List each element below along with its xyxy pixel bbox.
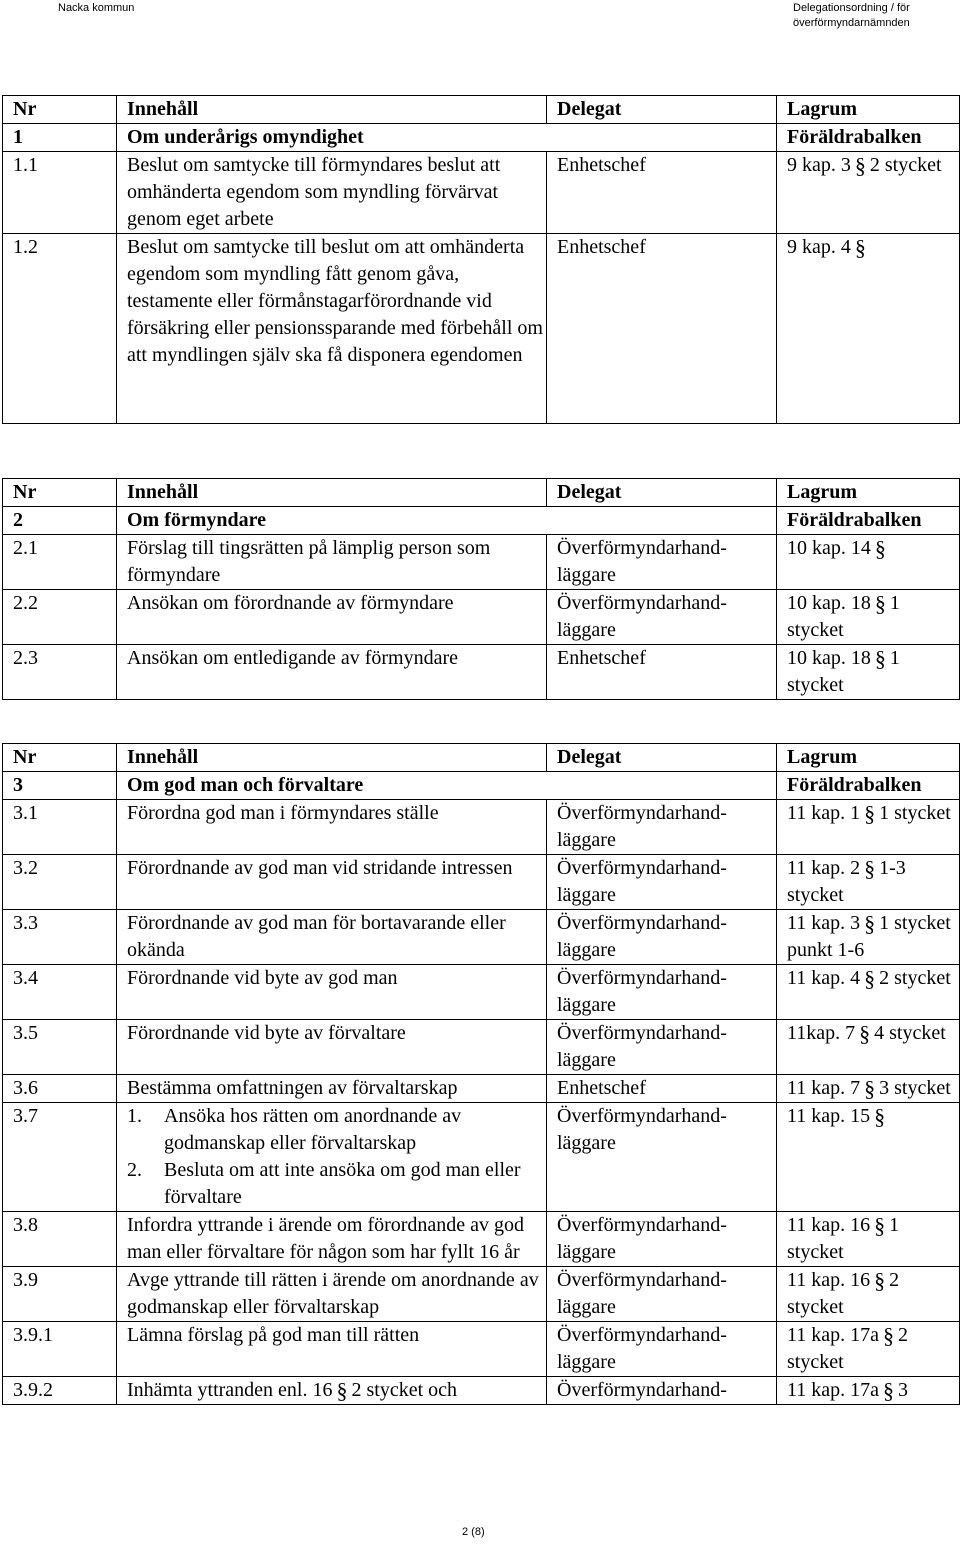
section-title: Om underårigs omyndighet — [117, 124, 777, 152]
header-delegate: Delegat — [547, 96, 777, 124]
section-symbol: § — [874, 1268, 886, 1293]
table-row — [3, 1377, 960, 1405]
row-nr: 1.1 — [3, 152, 117, 234]
section-symbol: § — [874, 646, 886, 671]
row-nr: 3.2 — [3, 855, 117, 910]
section-symbol: § — [859, 1021, 871, 1046]
header-lagrum: Lagrum — [777, 96, 960, 124]
column-header-row — [3, 96, 960, 124]
row-content: Ansökan om förordnande av förmyndare — [117, 590, 547, 645]
section-symbol: § — [874, 1213, 886, 1238]
section-law: Föräldrabalken — [777, 124, 960, 152]
row-lagrum: 10 kap. 14 § — [777, 535, 960, 590]
row-lagrum: 11 kap. 17a § 3 — [777, 1377, 960, 1405]
section-symbol: § — [854, 235, 866, 260]
row-delegate: Överförmyndarhand-läggare — [547, 965, 777, 1020]
header-title-line-2: överförmyndarnämnden — [793, 17, 910, 29]
table-row — [3, 800, 960, 855]
row-delegate: Enhetschef — [547, 234, 777, 424]
row-lagrum: 11 kap. 1 § 1 stycket — [777, 800, 960, 855]
row-content: Inhämta yttranden enl. 16 § 2 stycket och — [117, 1377, 547, 1405]
section-symbol: § — [864, 911, 876, 936]
section-nr: 3 — [3, 772, 117, 800]
numbered-list — [127, 1103, 546, 1211]
row-delegate: Överförmyndarhand-läggare — [547, 1267, 777, 1322]
row-content: Förordnande av god man vid stridande intressen — [117, 855, 547, 910]
row-content: Beslut om samtycke till förmyndares beslut att omhänderta egendom som myndling förvärvat genom eget arbete — [117, 152, 547, 234]
delegation-table-2 — [2, 478, 960, 700]
header-content: Innehåll — [117, 744, 547, 772]
section-title: Om god man och förvaltare — [117, 772, 777, 800]
header-delegate: Delegat — [547, 744, 777, 772]
table-row — [3, 1075, 960, 1103]
row-lagrum: 11 kap. 3 § 1 stycket punkt 1-6 — [777, 910, 960, 965]
table-row — [3, 1103, 960, 1212]
table-row — [3, 855, 960, 910]
table-row — [3, 645, 960, 700]
section-row — [3, 124, 960, 152]
page-number: 2 (8) — [462, 1526, 485, 1538]
section-law: Föräldrabalken — [777, 772, 960, 800]
row-delegate: Överförmyndarhand-läggare — [547, 535, 777, 590]
row-nr: 3.4 — [3, 965, 117, 1020]
table-row — [3, 1020, 960, 1075]
table-row — [3, 535, 960, 590]
row-nr: 2.3 — [3, 645, 117, 700]
section-symbol: § — [864, 1076, 876, 1101]
row-lagrum: 9 kap. 3 § 2 stycket — [777, 152, 960, 234]
row-nr: 3.3 — [3, 910, 117, 965]
row-lagrum: 11kap. 7 § 4 stycket — [777, 1020, 960, 1075]
column-header-row — [3, 479, 960, 507]
row-content: Förordna god man i förmyndares ställe — [117, 800, 547, 855]
row-delegate: Överförmyndarhand-läggare — [547, 1103, 777, 1212]
table-row — [3, 234, 960, 424]
row-content: Förordnande vid byte av förvaltare — [117, 1020, 547, 1075]
row-nr: 3.9 — [3, 1267, 117, 1322]
section-symbol: § — [864, 856, 876, 881]
list-item: 2. Besluta om att inte ansöka om god man eller förvaltare — [127, 1159, 521, 1208]
row-nr: 3.9.2 — [3, 1377, 117, 1405]
row-content: Förslag till tingsrätten på lämplig person som förmyndare — [117, 535, 547, 590]
row-content: Förordnande av god man för bortavarande eller okända — [117, 910, 547, 965]
row-delegate: Överförmyndarhand-läggare — [547, 910, 777, 965]
row-lagrum: 11 kap. 4 § 2 stycket — [777, 965, 960, 1020]
table-row — [3, 152, 960, 234]
list-item: 1. Ansöka hos rätten om anordnande av godmanskap eller förvaltarskap — [127, 1105, 462, 1154]
section-row — [3, 772, 960, 800]
row-content: Bestämma omfattningen av förvaltarskap — [117, 1075, 547, 1103]
row-lagrum: 10 kap. 18 § 1 stycket — [777, 590, 960, 645]
header-lagrum: Lagrum — [777, 479, 960, 507]
row-content — [117, 1103, 547, 1212]
row-delegate: Överförmyndarhand-läggare — [547, 800, 777, 855]
row-lagrum: 11 kap. 16 § 1 stycket — [777, 1212, 960, 1267]
header-content: Innehåll — [117, 96, 547, 124]
table-row — [3, 590, 960, 645]
section-symbol: § — [883, 1378, 895, 1403]
row-lagrum: 11 kap. 2 § 1-3 stycket — [777, 855, 960, 910]
header-nr: Nr — [3, 479, 117, 507]
header-document-title — [793, 1, 953, 29]
row-nr: 3.9.1 — [3, 1322, 117, 1377]
delegation-table-3 — [2, 743, 960, 1405]
section-symbol: § — [854, 153, 866, 178]
section-symbol: § — [336, 1378, 348, 1403]
table-row — [3, 965, 960, 1020]
section-symbol: § — [874, 1104, 886, 1129]
row-nr: 3.1 — [3, 800, 117, 855]
row-nr: 1.2 — [3, 234, 117, 424]
row-lagrum: 10 kap. 18 § 1 stycket — [777, 645, 960, 700]
row-content: Avge yttrande till rätten i ärende om anordnande av godmanskap eller förvaltarskap — [117, 1267, 547, 1322]
row-nr: 2.2 — [3, 590, 117, 645]
header-organization: Nacka kommun — [58, 2, 135, 14]
row-delegate: Överförmyndarhand-läggare — [547, 590, 777, 645]
row-nr: 2.1 — [3, 535, 117, 590]
row-content: Beslut om samtycke till beslut om att omhänderta egendom som myndling fått genom gåva, testamente eller förmånstagarförordnande vid försäkring eller pensionssparande med förbehåll om att myndlingen själv ska få disponera egendomen — [117, 234, 547, 424]
table-row — [3, 910, 960, 965]
delegation-table-1 — [2, 95, 960, 424]
row-lagrum: 11 kap. 16 § 2 stycket — [777, 1267, 960, 1322]
header-nr: Nr — [3, 96, 117, 124]
row-delegate: Enhetschef — [547, 152, 777, 234]
section-symbol: § — [883, 1323, 895, 1348]
header-content: Innehåll — [117, 479, 547, 507]
row-lagrum: 11 kap. 15 § — [777, 1103, 960, 1212]
header-lagrum: Lagrum — [777, 744, 960, 772]
row-delegate: Överförmyndarhand-läggare — [547, 1322, 777, 1377]
section-symbol: § — [864, 801, 876, 826]
table-row — [3, 1322, 960, 1377]
row-delegate: Överförmyndarhand- — [547, 1377, 777, 1405]
header-title-line-1: Delegationsordning / för — [793, 2, 910, 14]
row-nr: 3.7 — [3, 1103, 117, 1212]
row-nr: 3.5 — [3, 1020, 117, 1075]
section-symbol: § — [864, 966, 876, 991]
row-content: Infordra yttrande i ärende om förordnande av god man eller förvaltare för någon som har fyllt 16 år — [117, 1212, 547, 1267]
section-law: Föräldrabalken — [777, 507, 960, 535]
header-delegate: Delegat — [547, 479, 777, 507]
column-header-row — [3, 744, 960, 772]
row-lagrum: 9 kap. 4 § — [777, 234, 960, 424]
row-content: Förordnande vid byte av god man — [117, 965, 547, 1020]
section-symbol: § — [874, 591, 886, 616]
section-row — [3, 507, 960, 535]
row-delegate: Enhetschef — [547, 645, 777, 700]
row-content: Lämna förslag på god man till rätten — [117, 1322, 547, 1377]
row-content: Ansökan om entledigande av förmyndare — [117, 645, 547, 700]
section-symbol: § — [874, 536, 886, 561]
section-nr: 2 — [3, 507, 117, 535]
row-delegate: Överförmyndarhand-läggare — [547, 1212, 777, 1267]
header-nr: Nr — [3, 744, 117, 772]
table-row — [3, 1267, 960, 1322]
row-nr: 3.8 — [3, 1212, 117, 1267]
section-title: Om förmyndare — [117, 507, 777, 535]
row-delegate: Överförmyndarhand-läggare — [547, 855, 777, 910]
row-lagrum: 11 kap. 7 § 3 stycket — [777, 1075, 960, 1103]
section-nr: 1 — [3, 124, 117, 152]
row-lagrum: 11 kap. 17a § 2 stycket — [777, 1322, 960, 1377]
row-nr: 3.6 — [3, 1075, 117, 1103]
row-delegate: Överförmyndarhand-läggare — [547, 1020, 777, 1075]
table-row — [3, 1212, 960, 1267]
row-delegate: Enhetschef — [547, 1075, 777, 1103]
